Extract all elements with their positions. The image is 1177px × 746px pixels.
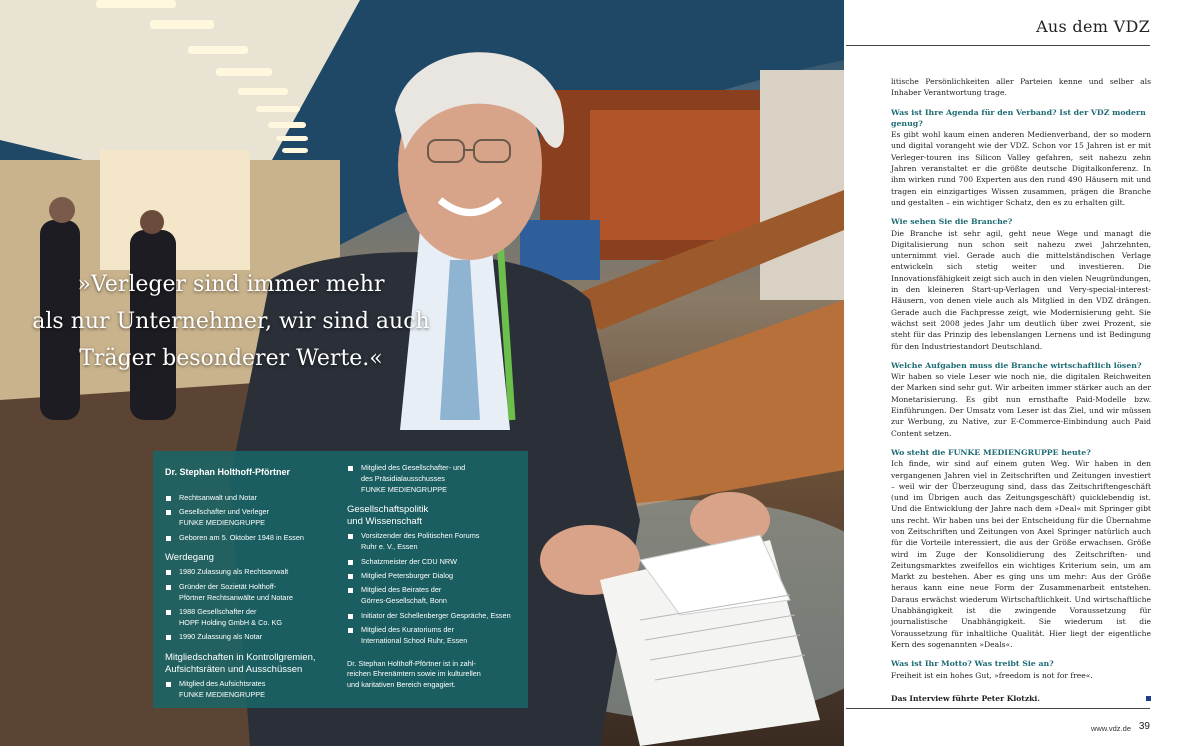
question: Was ist Ihr Motto? Was treibt Sie an? [891,659,1054,669]
list-item: Schatzmeister der CDU NRW [347,557,525,568]
bio-name: Dr. Stephan Holthoff-Pförtner [165,467,290,477]
article-intro: litische Persönlichkeiten aller Parteien kenne und selber als Inhaber Verantwortung trage. [891,77,1151,98]
bio-boards-list [165,679,343,701]
list-item: Vorsitzender des Politischen Forums Ruhr e. V., Essen [347,531,525,553]
bio-right-column [347,463,525,691]
bio-career-list [165,567,343,643]
bio-personal-list [165,493,343,543]
footer-divider [846,708,1150,709]
bio-society-list [347,531,525,646]
list-item: Mitglied des Gesellschafter- und des Präsidialausschusses FUNKE MEDIENGRUPPE [347,463,525,495]
list-item: 1988 Gesellschafter der HOPF Holding GmbH & Co. KG [165,607,343,629]
page-number: 39 [1138,721,1150,732]
list-item: Gründer der Sozietät Holthoff- Pförtner Rechtsanwälte und Notare [165,582,343,604]
bio-boards-list-continued [347,463,525,495]
list-item: 1980 Zulassung als Rechtsanwalt [165,567,343,578]
list-item: Initiator der Schellenberger Gespräche, Essen [347,611,525,622]
answer: Wir haben so viele Leser wie noch nie, die digitalen Reichweiten der Marken sind sehr gut. Wir arbeiten immer stärker auch an der Monetarisierung. Es gibt nun ernsthafte Paid-Modelle bzw. Einführungen. Der Umsatz vom Leser ist das Ziel, und wir müssen zur Werbung, zu Native, zur E-Commerce-Einbindung auch Paid Content setzen. [891,372,1151,438]
list-item: Gesellschafter und Verleger FUNKE MEDIENGRUPPE [165,507,343,529]
question: Wie sehen Sie die Branche? [891,217,1013,227]
bio-left-column [165,463,343,704]
article-text [891,76,1151,704]
list-item: Mitglied Petersburger Dialog [347,571,525,582]
answer: Es gibt wohl kaum einen anderen Medienverband, der so modern und digital vorangeht wie der VDZ. Schon vor 15 Jahren ist er mit Verleger-touren ins Silicon Valley gefahren, seit nahezu zehn Jahren veranstaltet er die größte deutsche Digitalkonferenz. In ihm wirken rund 700 Experten aus den rund 490 Häusern mit und tragen ein einzigartiges Wissen zusammen, prägen die Branche und gestalten – ein wichtiger Schatz, den es zu erhalten gilt. [891,130,1151,207]
question: Was ist Ihre Agenda für den Verband? Ist der VDZ modern genug? [891,107,1146,128]
header-divider [846,45,1150,46]
question: Welche Aufgaben muss die Branche wirtschaftlich lösen? [891,360,1142,370]
bio-box [153,451,528,708]
answer: Die Branche ist sehr agil, geht neue Wege und managt die Digitalisierung nun schon seit nahezu zwei Jahrzehnten, unternimmt viel. Gerade auch die mittelständischen Verlage entwickeln sich stetig weiter und investieren. Die Innovationsfähigkeit zeigt sich auch in den vielen Neugründungen, in den kleineren Start-up-Verlagen und Very-special-interest-Häusern, von denen viele auch als Mitglied in den VDZ drängen. Gerade auch die Fachpresse zeigt, wie Modernisierung geht. Sie wächst seit 2008 jedes Jahr um deutlich über zwei Prozent, sie steht für das Prinzip des lebenslangen Lernens und ist Bedingung für den Industriestandort Deutschland. [891,228,1151,351]
section-title: Aus dem VDZ [1036,17,1150,36]
bio-boards-heading: Mitgliedschaften in Kontrollgremien, Aufsichtsräten und Ausschüssen [165,651,316,675]
question: Wo steht die FUNKE MEDIENGRUPPE heute? [891,447,1091,457]
bio-society-heading: Gesellschaftspolitik und Wissenschaft [347,504,429,528]
bio-career-heading: Werdegang [165,552,214,564]
answer: Ich finde, wir sind auf einem guten Weg. Wir haben in den vergangenen Jahren viel in Zeitschriften und Zeitungen investiert – weil wir der Überzeugung sind, dass das Zeitschriftengeschäft (und im Übrigen auch das Zeitungsgeschäft) quicklebendig ist. Und die Entwicklung der Jahre nach dem »Deal« mit Springer gibt uns recht. Wir haben uns bei der Entscheidung für die Übernahme von Zeitschriften und Zeitungen von Axel Springer natürlich auch für die Vorteile interessiert, die aus der Größe erwachsen. Größe wird im Zuge der Konsolidierung des Zeitschriften- und Zeitungsmarktes zweifellos ein wichtiges Kriterium sein, um am Markt zu bestehen. Aber es ging uns um mehr: Aus der Größe heraus kann eine neue Form der Zusammenarbeit entstehen. Daraus erwächst wiederum Wirtschaftlichkeit. Und wirtschaftliche Unabhängigkeit ist die zwingende Voraussetzung für journalistische Unabhängigkeit. Sie wiederum ist die Voraussetzung für inhaltliche Qualität. Hier liegt der eigentliche Kern des sogenannten »Deals«. [891,459,1151,649]
list-item: Mitglied des Beirates der Görres-Gesellschaft, Bonn [347,585,525,607]
list-item: Mitglied des Aufsichtsrates FUNKE MEDIENGRUPPE [165,679,343,701]
pull-quote: »Verleger sind immer mehr als nur Unternehmer, wir sind auch Träger besonderer Werte.« [32,272,430,371]
interview-credit [891,693,1151,704]
list-item: 1990 Zulassung als Notar [165,632,343,643]
list-item: Rechtsanwalt und Notar [165,493,343,504]
credit-text: Das Interview führte Peter Klotzki. [891,693,1040,703]
answer: Freiheit ist ein hohes Gut, »freedom is not for free«. [891,670,1093,680]
list-item: Geboren am 5. Oktober 1948 in Essen [165,533,343,544]
footer-url[interactable]: www.vdz.de [1090,724,1131,733]
end-square-icon [1146,696,1151,701]
bio-note: Dr. Stephan Holthoff-Pförtner ist in zahl- reichen Ehrenämtern sowie im kulturellen und karitativen Bereich engagiert. [347,658,481,690]
list-item: Mitglied des Kuratoriums der International School Ruhr, Essen [347,625,525,647]
